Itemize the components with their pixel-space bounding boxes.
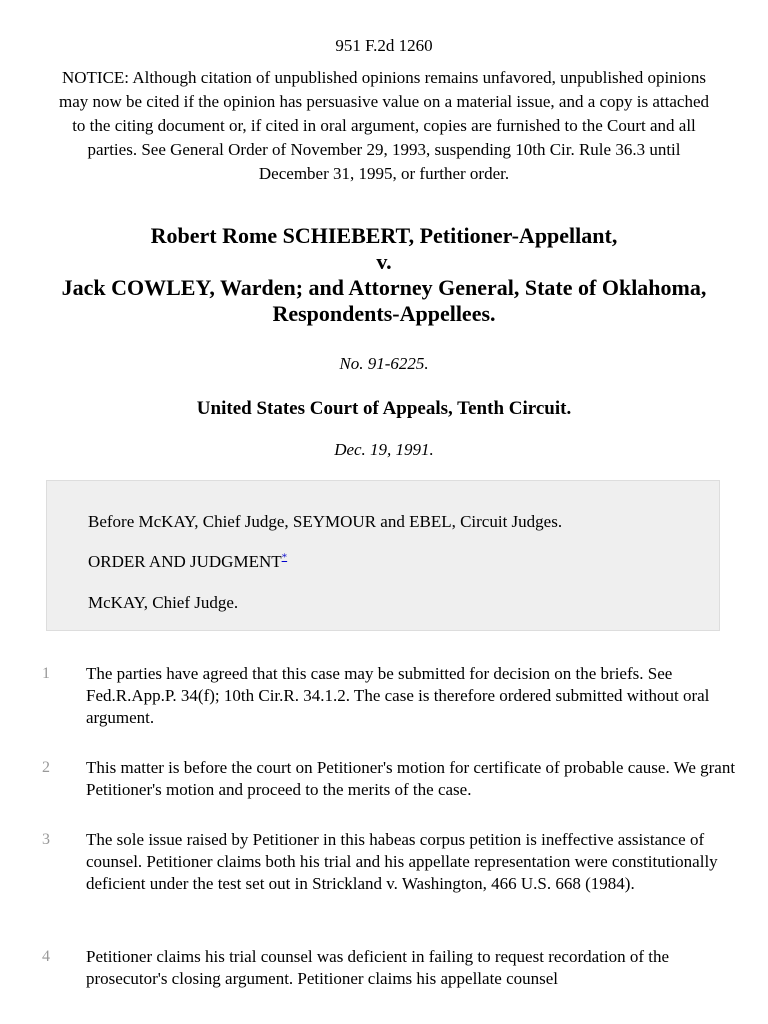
paragraph-number: 4 <box>42 948 50 965</box>
appellant-name: Robert Rome SCHIEBERT, Petitioner-Appellant, <box>150 223 618 248</box>
footnote-link[interactable]: * <box>281 551 288 564</box>
paragraph-text: The parties have agreed that this case may be submitted for decision on the briefs. See Fed.R.App.P. 34(f); 10th Cir.R. 34.1.2. The case is therefore ordered submitted without oral argument. <box>86 664 710 727</box>
panel-box <box>46 480 720 631</box>
paragraph-text: Petitioner claims his trial counsel was deficient in failing to request recordation of the prosecutor's closing argument. Petitioner claims his appellate counsel <box>86 947 670 988</box>
paragraph-number: 3 <box>42 831 50 848</box>
paragraph-text: The sole issue raised by Petitioner in this habeas corpus petition is ineffective assistance of counsel. Petitioner claims both his trial and his appellate representation were constitutionally deficient under the test set out in Strickland v. Washington, 466 U.S. 668 (1984). <box>86 830 718 893</box>
order-heading <box>88 551 287 573</box>
opinion-author: McKAY, Chief Judge. <box>88 593 239 612</box>
versus-label: v. <box>376 249 392 274</box>
unpublished-notice: NOTICE: Although citation of unpublished opinions remains unfavored, unpublished opinions may now be cited if the opinion has persuasive value on a material issue, and a copy is attached to the citing document or, if cited in oral argument, copies are furnished to the Court and all parties. See General Order of November 29, 1993, suspending 10th Cir. Rule 36.3 until December 31, 1995, or further order. <box>58 68 710 183</box>
panel-judges: Before McKAY, Chief Judge, SEYMOUR and EBEL, Circuit Judges. <box>88 512 563 531</box>
appellees-name: Jack COWLEY, Warden; and Attorney General, State of Oklahoma, Respondents-Appellees. <box>61 275 707 326</box>
paragraph-number: 1 <box>42 665 50 682</box>
paragraph-number: 2 <box>42 759 50 776</box>
paragraph-text: This matter is before the court on Petitioner's motion for certificate of probable cause. We grant Petitioner's motion and proceed to the merits of the case. <box>86 758 736 799</box>
docket-number: No. 91-6225. <box>339 354 429 373</box>
decision-date: Dec. 19, 1991. <box>334 440 434 459</box>
order-title: ORDER AND JUDGMENT <box>88 552 282 571</box>
case-caption <box>40 223 728 327</box>
court-name: United States Court of Appeals, Tenth Circuit. <box>196 398 572 419</box>
case-citation: 951 F.2d 1260 <box>335 36 433 55</box>
